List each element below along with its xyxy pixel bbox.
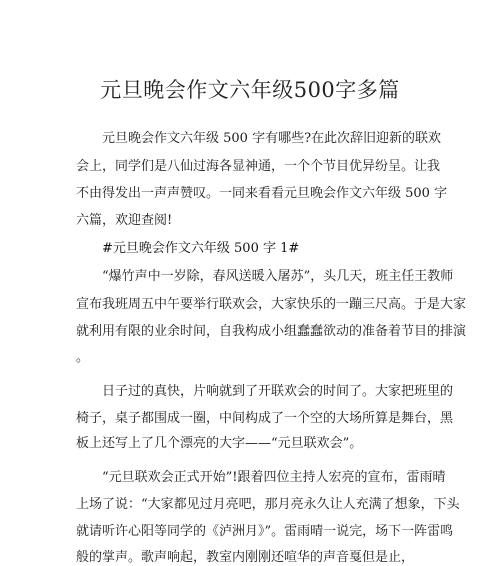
paragraph-line: 就请听许心阳等同学的《泸洲月》”。雷雨晴一说完，场下一阵雷鸣 (76, 524, 454, 539)
paragraph-line: 。 (76, 350, 90, 365)
intro-line: 六篇，欢迎查阅! (76, 213, 173, 228)
paragraph-line: 就利用有限的业余时间，自我构成小组蠢蠢欲动的准备着节目的排演 (76, 324, 467, 339)
paragraph-line: “爆竹声中一岁除，春风送暖入屠苏”，头几天，班主任王教师 (102, 269, 454, 284)
intro-line: 不由得发出一声声赞叹。一同来看看元旦晚会作文六年级 500 字 (76, 186, 448, 201)
paragraph-line: 日子过的真快，片响就到了开联欢会的时间了。大家把班里的 (102, 384, 454, 399)
paragraph-line: “元旦联欢会正式开始”!跟着四位主持人宏亮的宣布，雷雨晴 (102, 470, 446, 485)
section-heading: #元旦晚会作文六年级 500 字 1# (102, 241, 300, 256)
intro-line: 元旦晚会作文六年级 500 字有哪些?在此次辞旧迎新的联欢 (102, 131, 442, 146)
paragraph-line: 上场了说：“大家都见过月亮吧，那月亮永久让人充满了想象，下头 (76, 497, 460, 512)
paragraph-line: 椅子，桌子都围成一圈，中间构成了一个空的大场所算是舞台，黑 (76, 411, 454, 426)
intro-line: 会上，同学们是八仙过海各显神通，一个个节目优异纷呈。让我 (76, 159, 441, 174)
paragraph-line: 板上还写上了几个漂亮的大字——“元旦联欢会”。 (76, 436, 363, 451)
paragraph-line: 宣布我班周五中午要举行联欢会，大家快乐的一蹦三尺高。于是大家 (76, 297, 467, 312)
document-title: 元旦晚会作文六年级500字多篇 (100, 78, 400, 102)
paragraph-line: 般的掌声。歌声响起，教室内刚刚还喧华的声音戛但是止， (76, 550, 415, 565)
